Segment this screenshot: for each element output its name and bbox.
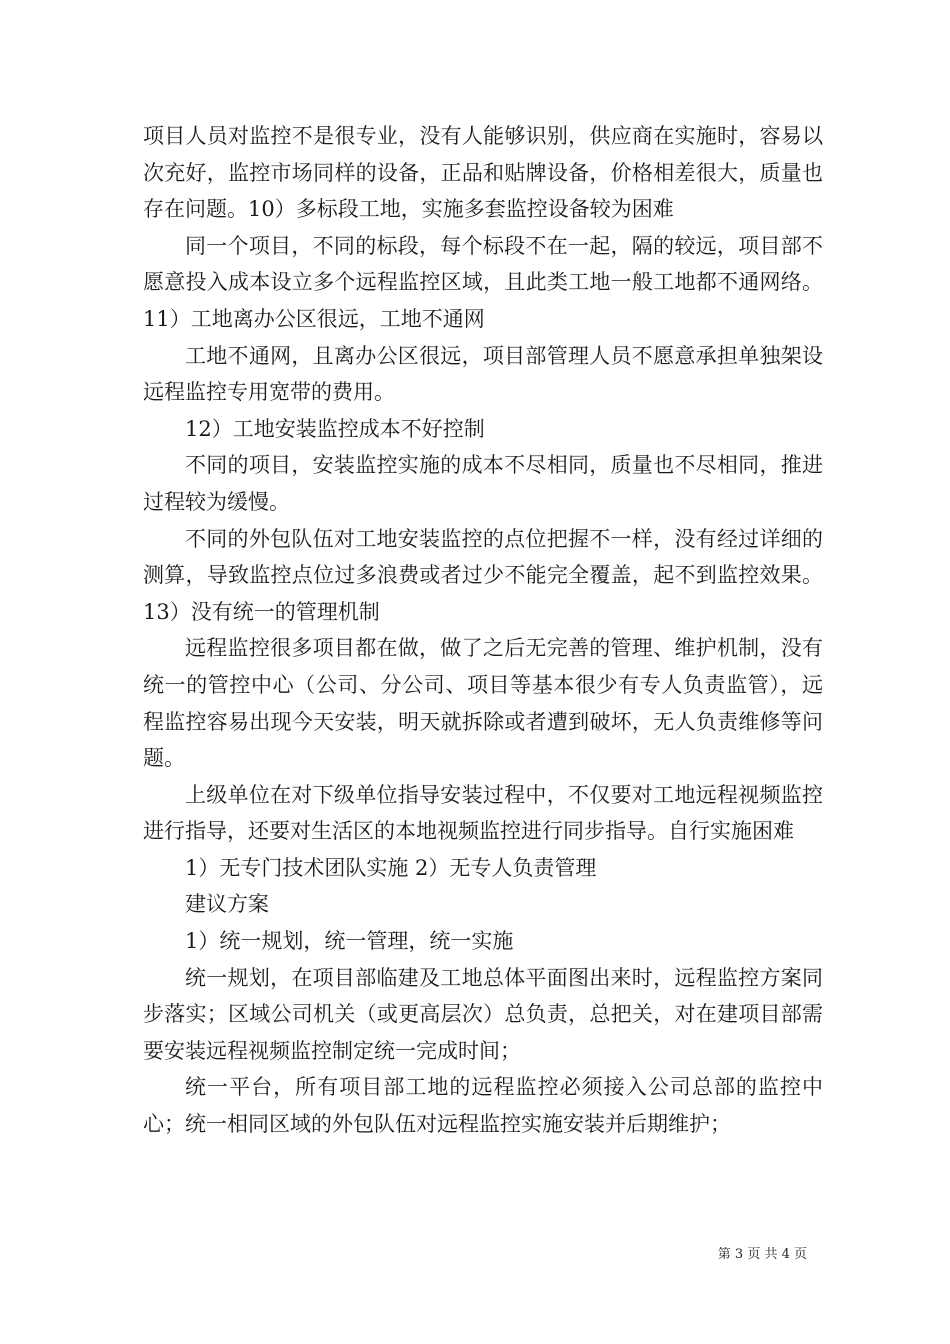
paragraph-5: 不同的项目，安装监控实施的成本不尽相同，质量也不尽相同，推进过程较为缓慢。 — [143, 453, 823, 514]
paragraph-8: 上级单位在对下级单位指导安装过程中，不仅要对工地远程视频监控进行指导，还要对生活区的本地视频监控进行同步指导。自行实施困难 — [143, 782, 823, 844]
paragraph-9: 1）无专门技术团队实施 2）无专人负责管理 — [185, 855, 597, 880]
paragraph-3: 工地不通网，且离办公区很远，项目部管理人员不愿意承担单独架设远程监控专用宽带的费用。 — [143, 343, 823, 405]
paragraph-6: 不同的外包队伍对工地安装监控的点位把握不一样，没有经过详细的测算，导致监控点位过多浪费或者过少不能完全覆盖，起不到监控效果。13）没有统一的管理机制 — [143, 526, 823, 624]
paragraph-13: 统一平台，所有项目部工地的远程监控必须接入公司总部的监控中心；统一相同区域的外包队伍对远程监控实施安装并后期维护； — [143, 1075, 823, 1137]
document-body — [143, 118, 823, 1143]
paragraph-1: 项目人员对监控不是很专业，没有人能够识别，供应商在实施时，容易以次充好，监控市场同样的设备，正品和贴牌设备，价格相差很大，质量也存在问题。10）多标段工地，实施多套监控设备较为困难 — [143, 124, 823, 222]
paragraph-11: 1）统一规划，统一管理，统一实施 — [185, 929, 514, 954]
paragraph-12: 统一规划，在项目部临建及工地总体平面图出来时，远程监控方案同步落实；区域公司机关（或更高层次）总负责，总把关，对在建项目部需要安装远程视频监控制定统一完成时间； — [143, 965, 823, 1063]
page-number-footer: 第 3 页 共 4 页 — [717, 1247, 807, 1262]
paragraph-4: 12）工地安装监控成本不好控制 — [185, 416, 485, 441]
paragraph-2: 同一个项目，不同的标段，每个标段不在一起，隔的较远，项目部不愿意投入成本设立多个远程监控区域，且此类工地一般工地都不通网络。11）工地离办公区很远，工地不通网 — [143, 233, 823, 331]
paragraph-10: 建议方案 — [185, 892, 269, 917]
paragraph-7: 远程监控很多项目都在做，做了之后无完善的管理、维护机制，没有统一的管控中心（公司、分公司、项目等基本很少有专人负责监管），远程监控容易出现今天安装，明天就拆除或者遭到破坏，无人负责维修等问题。 — [143, 636, 823, 771]
